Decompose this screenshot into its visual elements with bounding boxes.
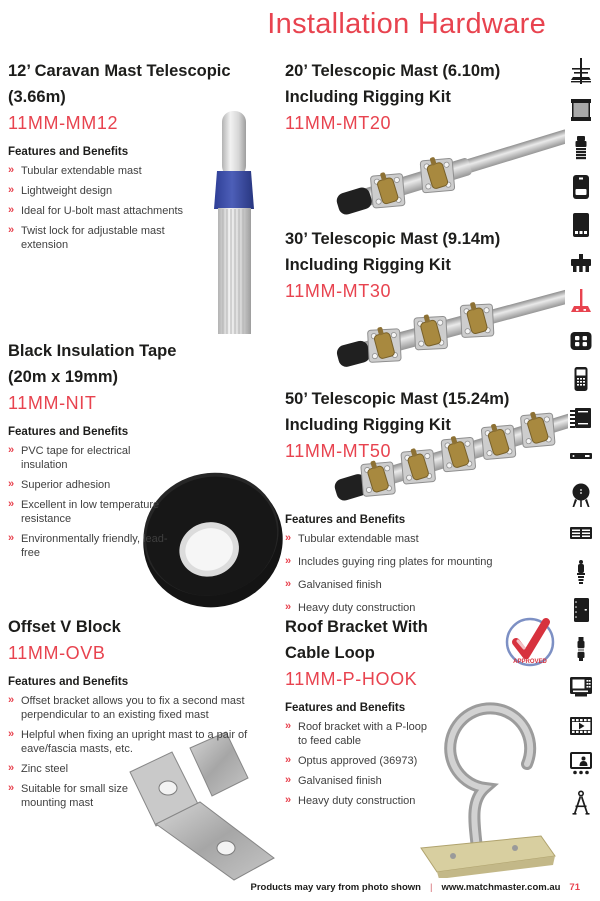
mast-bracket-icon-active[interactable]	[568, 288, 594, 316]
features-list	[8, 164, 200, 252]
product-title: Roof Bracket With	[285, 618, 428, 636]
page-number: 71	[569, 882, 580, 893]
satellite-dish-icon[interactable]	[568, 481, 594, 509]
set-top-box-icon[interactable]	[568, 442, 594, 470]
amplifier-icon[interactable]	[568, 519, 594, 547]
feature-item: » Tubular extendable mast	[285, 532, 561, 546]
footer-disclaimer: Products may vary from photo shown	[250, 882, 421, 893]
features-heading: Features and Benefits	[8, 146, 129, 158]
footer-separator: |	[429, 882, 433, 893]
product-code: 11MM-NIT	[8, 393, 97, 413]
features-list	[8, 444, 168, 560]
splitter-icon[interactable]	[568, 250, 594, 278]
test-monitor-icon[interactable]	[568, 673, 594, 701]
product-insulation-tape	[8, 338, 280, 566]
feature-item: » Environmentally friendly, lead-free	[8, 532, 168, 560]
plug-icon[interactable]	[568, 558, 594, 586]
product-code: 11MM-P-HOOK	[285, 669, 418, 689]
feature-item: » Helpful when fixing an upright mast to a pair of eave/fascia masts, etc.	[8, 728, 282, 756]
feature-item: » Zinc steel	[8, 762, 168, 776]
feature-item: » Heavy duty construction	[285, 794, 427, 808]
feature-item: » Roof bracket with a P-loop to feed cable	[285, 720, 427, 748]
product-title: 20’ Telescopic Mast (6.10m)	[285, 62, 501, 80]
keypad-icon[interactable]	[568, 327, 594, 355]
product-title-line2: Including Rigging Kit	[285, 416, 451, 434]
video-film-icon[interactable]	[568, 712, 594, 740]
compass-icon[interactable]	[568, 789, 594, 817]
features-heading: Features and Benefits	[8, 676, 129, 688]
footer	[250, 882, 580, 893]
footer-website-link[interactable]: www.matchmaster.com.au	[441, 882, 561, 893]
presentation-icon[interactable]	[568, 750, 594, 778]
antenna-mast-icon[interactable]	[568, 57, 594, 85]
line-connector-icon[interactable]	[568, 635, 594, 663]
features-list	[285, 532, 561, 615]
cabinet-icon[interactable]	[568, 596, 594, 624]
product-title-line2: Cable Loop	[285, 644, 375, 662]
product-title: Black Insulation Tape	[8, 342, 177, 360]
product-code: 11MM-MT20	[285, 113, 392, 133]
mast-features-section	[285, 514, 565, 624]
product-mast-30	[285, 226, 560, 302]
product-title-line2: Including Rigging Kit	[285, 256, 451, 274]
feature-item: » Superior adhesion	[8, 478, 168, 492]
product-offset-v-block	[8, 614, 288, 816]
approved-badge	[499, 611, 561, 673]
approved-badge-label: APPROVED	[513, 659, 547, 665]
product-roof-bracket	[285, 614, 495, 814]
feature-item: » Ideal for U-bolt mast attachments	[8, 204, 200, 218]
product-title-line2: Including Rigging Kit	[285, 88, 451, 106]
features-heading: Features and Benefits	[285, 514, 406, 526]
feature-item: » Tubular extendable mast	[8, 164, 200, 178]
feature-item: » Twist lock for adjustable mast extension	[8, 224, 200, 252]
product-title: Offset V Block	[8, 618, 121, 636]
product-code: 11MM-MT50	[285, 441, 392, 461]
features-list	[285, 720, 427, 808]
feature-item: » Offset bracket allows you to fix a second mast perpendicular to an existing fixed mast	[8, 694, 282, 722]
category-icon-strip	[562, 57, 599, 817]
product-title: 12’ Caravan Mast Telescopic	[8, 62, 231, 80]
product-title: 30’ Telescopic Mast (9.14m)	[285, 230, 501, 248]
features-heading: Features and Benefits	[8, 426, 129, 438]
feature-item: » Optus approved (36973)	[285, 754, 427, 768]
feature-item: » PVC tape for electrical insulation	[8, 444, 168, 472]
connector-icon[interactable]	[568, 134, 594, 162]
product-title: 50’ Telescopic Mast (15.24m)	[285, 390, 510, 408]
feature-item: » Excellent in low temperature resistance	[8, 498, 168, 526]
chip-icon[interactable]	[568, 404, 594, 432]
product-code: 11MM-MM12	[8, 113, 119, 133]
feature-item: » Galvanised finish	[285, 774, 427, 788]
wallplate-icon[interactable]	[568, 211, 594, 239]
feature-item: » Heavy duty construction	[285, 601, 561, 615]
product-title-line2: (3.66m)	[8, 88, 66, 106]
cable-spool-icon[interactable]	[568, 96, 594, 124]
product-mast-50	[285, 386, 560, 462]
field-meter-icon[interactable]	[568, 365, 594, 393]
product-code: 11MM-OVB	[8, 643, 106, 663]
feature-item: » Includes guying ring plates for mounting	[285, 555, 561, 569]
product-mast-20	[285, 58, 560, 134]
features-heading: Features and Benefits	[285, 702, 406, 714]
product-caravan-mast	[8, 58, 280, 258]
feature-item: » Suitable for small size mounting mast	[8, 782, 168, 810]
product-code: 11MM-MT30	[285, 281, 392, 301]
product-title-line2: (20m x 19mm)	[8, 368, 119, 386]
features-list	[8, 694, 282, 810]
feature-item: » Lightweight design	[8, 184, 200, 198]
page-title: Installation Hardware	[267, 8, 546, 40]
balun-icon[interactable]	[568, 173, 594, 201]
feature-item: » Galvanised finish	[285, 578, 561, 592]
